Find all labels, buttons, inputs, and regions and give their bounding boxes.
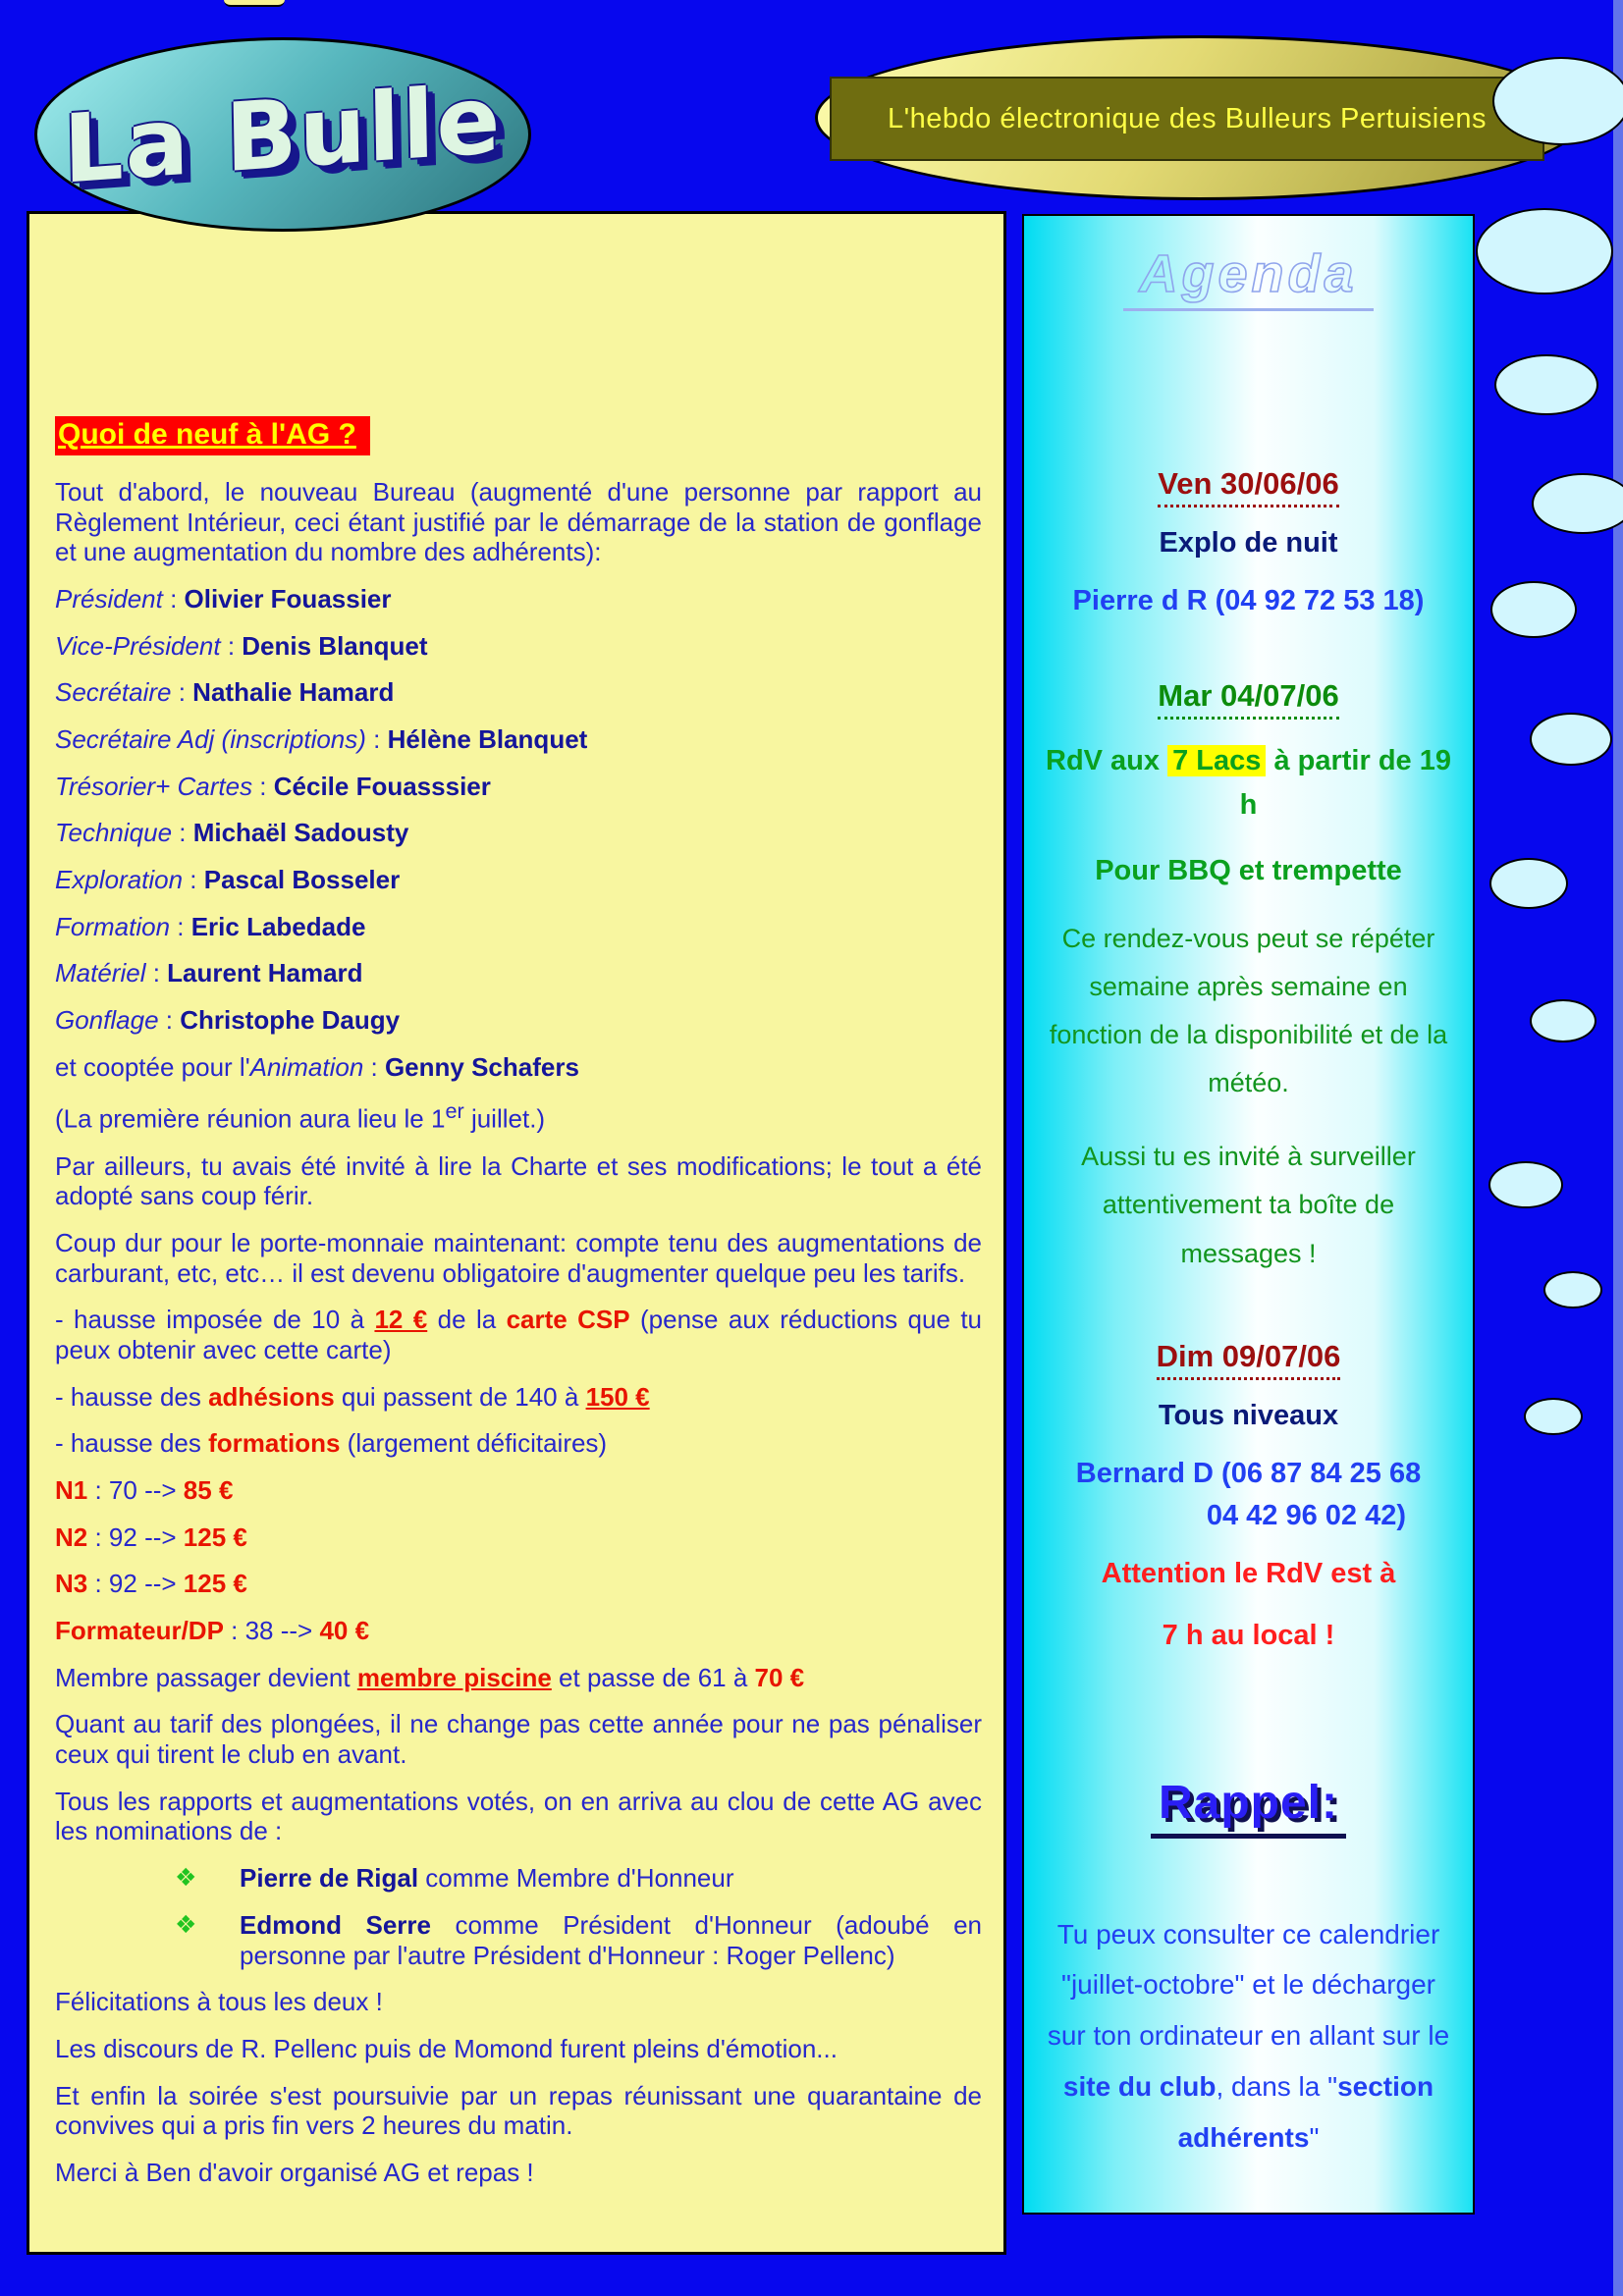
plongees-paragraph: Quant au tarif des plongées, il ne change pas cette année pour ne pas pénaliser ceux qui tirent le club en avant. — [55, 1709, 982, 1770]
text-segment: : 70 --> — [87, 1475, 184, 1506]
text-segment: juillet.) — [463, 1104, 546, 1135]
officer-row — [55, 865, 982, 895]
event-contact: Pierre d R (04 92 72 53 18) — [1072, 585, 1425, 616]
rappel-paragraph — [1040, 1909, 1457, 2163]
coopt-role: Animation — [249, 1051, 364, 1082]
banner-box — [830, 77, 1544, 161]
article-heading: Quoi de neuf à l'AG ? — [55, 416, 370, 455]
rappel-section — [1040, 1713, 1457, 2163]
agenda-event — [1040, 678, 1457, 1278]
text-segment: : 92 --> — [87, 1522, 184, 1552]
officer-row — [55, 584, 982, 614]
rapports-paragraph: Tous les rapports et augmentations votés, on en arriva au clou de cette AG avec les nominations de : — [55, 1786, 982, 1846]
bubble-icon — [1494, 354, 1598, 415]
page-edge-strip — [1613, 0, 1623, 2296]
charte-paragraph: Par ailleurs, tu avais été invité à lire la Charte et ses modifications; le tout a été adopté sans coup férir. — [55, 1150, 982, 1211]
section-adherents-label: section adhérents — [1177, 2071, 1434, 2153]
felicitations-line: Félicitations à tous les deux ! — [55, 1987, 383, 2017]
text-segment: Tu peux consulter ce calendrier "juillet-octobre" et le décharger sur ton ordinateur en allant sur le — [1047, 1918, 1450, 2052]
level-label: Formateur/DP — [55, 1616, 224, 1646]
officer-name: Cécile Fouasssier — [273, 771, 491, 801]
agenda-panel — [1022, 214, 1475, 2215]
price-value: 12 € — [374, 1305, 428, 1335]
separator: : — [183, 865, 204, 895]
price-value: 70 € — [754, 1662, 805, 1692]
separator: : — [158, 1005, 181, 1036]
text-segment: : 92 --> — [87, 1569, 184, 1599]
officer-row — [55, 912, 982, 942]
event-activity: Pour BBQ et trempette — [1095, 854, 1402, 886]
text-segment: qui passent de 140 à — [334, 1381, 586, 1412]
membre-line — [55, 1663, 982, 1693]
keyword-red: adhésions — [208, 1381, 335, 1412]
text-segment: et passe de 61 à — [551, 1662, 755, 1692]
bubble-icon — [1488, 1161, 1563, 1208]
level-label: N1 — [55, 1475, 88, 1506]
officer-row — [55, 772, 982, 802]
officer-name: Nathalie Hamard — [192, 677, 395, 708]
separator: : — [172, 818, 193, 848]
officer-name: Michaël Sadousty — [192, 818, 409, 848]
officer-role: Formation — [55, 911, 171, 941]
event-rdv-line — [1040, 739, 1457, 828]
nominee-name: Edmond Serre — [240, 1909, 431, 1940]
coopt-row — [55, 1052, 982, 1083]
logo-oval — [34, 37, 531, 232]
banner-subtitle: L'hebdo électronique des Bulleurs Pertuisiens — [887, 102, 1488, 134]
officer-name: Pascal Bosseler — [203, 865, 401, 895]
separator: : — [162, 584, 185, 614]
decorative-sliver — [224, 0, 285, 7]
merci-line: Merci à Ben d'avoir organisé AG et repas ! — [55, 2157, 534, 2187]
agenda-title: Agenda — [1123, 243, 1373, 311]
officer-role: Exploration — [55, 865, 184, 895]
officer-name: Christophe Daugy — [180, 1005, 401, 1036]
tarif-row — [55, 1475, 982, 1506]
officer-name: Eric Labedade — [190, 911, 366, 941]
text-segment: comme Président d'Honneur (adoubé en personne par l'autre Président d'Honneur : Roger Pellenc) — [240, 1909, 982, 1970]
nomination-row — [55, 1863, 982, 1894]
officer-role: Gonflage — [55, 1005, 159, 1036]
officer-role: Matériel — [55, 958, 146, 988]
event-contact: Bernard D (06 87 84 25 68 — [1075, 1457, 1422, 1489]
tarif-row — [55, 1522, 982, 1553]
event-warning: 7 h au local ! — [1162, 1619, 1335, 1651]
officer-row — [55, 1005, 982, 1036]
separator: : — [171, 677, 193, 708]
bubble-icon — [1489, 858, 1568, 909]
tarif-row — [55, 1616, 982, 1646]
keyword-red: membre piscine — [356, 1662, 552, 1692]
bubble-icon — [1532, 473, 1623, 534]
text-segment: (La première réunion aura lieu le 1 — [55, 1104, 446, 1135]
nomination-row — [55, 1910, 982, 1970]
coopt-name: Genny Schafers — [384, 1051, 579, 1082]
diamond-bullet-icon: ❖ — [175, 1864, 197, 1893]
discours-line: Les discours de R. Pellenc puis de Momond furent pleins d'émotion... — [55, 2033, 838, 2063]
event-date: Dim 09/07/06 — [1157, 1339, 1341, 1380]
site-du-club-label: site du club — [1062, 2071, 1217, 2103]
intro-paragraph: Tout d'abord, le nouveau Bureau (augmenté d'une personne par rapport au Règlement Intérieur, ceci étant justifié par le démarrage de la station de gonflage et une augmentation du nombre des adhérents): — [55, 477, 982, 567]
bubble-icon — [1524, 1398, 1583, 1435]
separator: : — [363, 1051, 385, 1082]
nominee-name: Pierre de Rigal — [240, 1863, 419, 1894]
officer-row — [55, 724, 982, 755]
main-article-panel — [27, 211, 1006, 2255]
separator: : — [145, 958, 168, 988]
soiree-paragraph: Et enfin la soirée s'est poursuivie par un repas réunissant une quarantaine de convives qui a pris fin vers 2 heures du matin. — [55, 2080, 982, 2141]
banner-oval — [815, 35, 1585, 200]
officer-name: Denis Blanquet — [242, 630, 428, 661]
separator: : — [252, 771, 274, 801]
officer-row — [55, 631, 982, 662]
officer-role: Vice-Président — [55, 630, 221, 661]
officer-role: Président — [55, 584, 163, 614]
bubble-icon — [1530, 713, 1612, 766]
text-segment: : 38 --> — [223, 1616, 320, 1646]
level-label: N3 — [55, 1569, 88, 1599]
diamond-bullet-icon: ❖ — [175, 1910, 197, 1939]
agenda-event — [1040, 1339, 1457, 1652]
text-segment: " — [1309, 2121, 1320, 2153]
price-value: 125 € — [183, 1569, 247, 1599]
hausse-csp-line — [55, 1305, 982, 1364]
event-activity: Tous niveaux — [1158, 1399, 1339, 1431]
officer-row — [55, 677, 982, 708]
price-value: 40 € — [319, 1616, 370, 1646]
officer-role: Secrétaire — [55, 677, 172, 708]
separator: : — [220, 630, 243, 661]
keyword-red: formations — [208, 1428, 341, 1459]
event-note: Ce rendez-vous peut se répéter semaine après semaine en fonction de la disponibilité et de la météo. — [1049, 923, 1448, 1098]
bubble-icon — [1476, 208, 1613, 294]
bubble-icon — [1530, 999, 1596, 1042]
bubble-icon — [1490, 581, 1577, 638]
text-segment: , dans la " — [1216, 2071, 1338, 2103]
text-segment: de la — [427, 1305, 507, 1335]
text-segment: (pense aux réductions que tu peux obtenir avec cette carte) — [55, 1305, 983, 1365]
officer-role: Trésorier+ Cartes — [55, 771, 253, 801]
rappel-title: Rappel: — [1151, 1776, 1346, 1839]
price-value: 150 € — [585, 1381, 650, 1412]
coup-dur-paragraph: Coup dur pour le porte-monnaie maintenant: compte tenu des augmentations de carburant, etc, etc… il est devenu obligatoire d'augmenter quelque peu les tarifs. — [55, 1228, 982, 1288]
highlighted-location: 7 Lacs — [1167, 745, 1266, 776]
officer-row — [55, 958, 982, 988]
ordinal-suffix: er — [445, 1098, 464, 1124]
event-warning: Attention le RdV est à — [1101, 1557, 1396, 1589]
tarif-row — [55, 1569, 982, 1599]
first-meeting-note — [55, 1098, 982, 1134]
officer-role: Secrétaire Adj (inscriptions) — [55, 724, 366, 755]
officer-name: Hélène Blanquet — [387, 724, 588, 755]
text-segment: Membre passager devient — [55, 1662, 357, 1692]
bubble-icon — [1492, 57, 1623, 145]
event-note: Aussi tu es invité à surveiller attentivement ta boîte de messages ! — [1081, 1142, 1416, 1268]
price-value: 85 € — [183, 1475, 234, 1506]
officer-name: Olivier Fouassier — [184, 584, 392, 614]
text-segment: (largement déficitaires) — [340, 1428, 608, 1459]
agenda-event — [1040, 466, 1457, 617]
event-activity: Explo de nuit — [1159, 527, 1338, 559]
logo-wordart: La Bulle — [62, 64, 504, 205]
event-date: Ven 30/06/06 — [1158, 466, 1338, 507]
level-label: N2 — [55, 1522, 88, 1552]
text-segment: RdV aux — [1046, 745, 1168, 776]
keyword-red: carte CSP — [506, 1305, 630, 1335]
separator: : — [365, 724, 388, 755]
hausse-formations-line — [55, 1428, 982, 1459]
text-segment: - hausse des — [55, 1428, 209, 1459]
text-segment: à partir de 19 h — [1239, 745, 1451, 821]
text-segment: comme Membre d'Honneur — [418, 1863, 734, 1894]
officer-name: Laurent Hamard — [167, 958, 363, 988]
event-contact-continued: 04 42 96 02 42) — [1206, 1499, 1406, 1531]
officer-row — [55, 818, 982, 848]
price-value: 125 € — [183, 1522, 247, 1552]
separator: : — [170, 911, 191, 941]
event-date: Mar 04/07/06 — [1158, 678, 1338, 720]
officer-role: Technique — [55, 818, 173, 848]
agenda-title-wrap — [1040, 243, 1457, 466]
text-segment: - hausse des — [55, 1381, 209, 1412]
hausse-adhesions-line — [55, 1382, 982, 1413]
text-segment: et cooptée pour l' — [55, 1051, 250, 1082]
bubble-icon — [1543, 1271, 1602, 1308]
text-segment: - hausse imposée de 10 à — [55, 1305, 375, 1335]
